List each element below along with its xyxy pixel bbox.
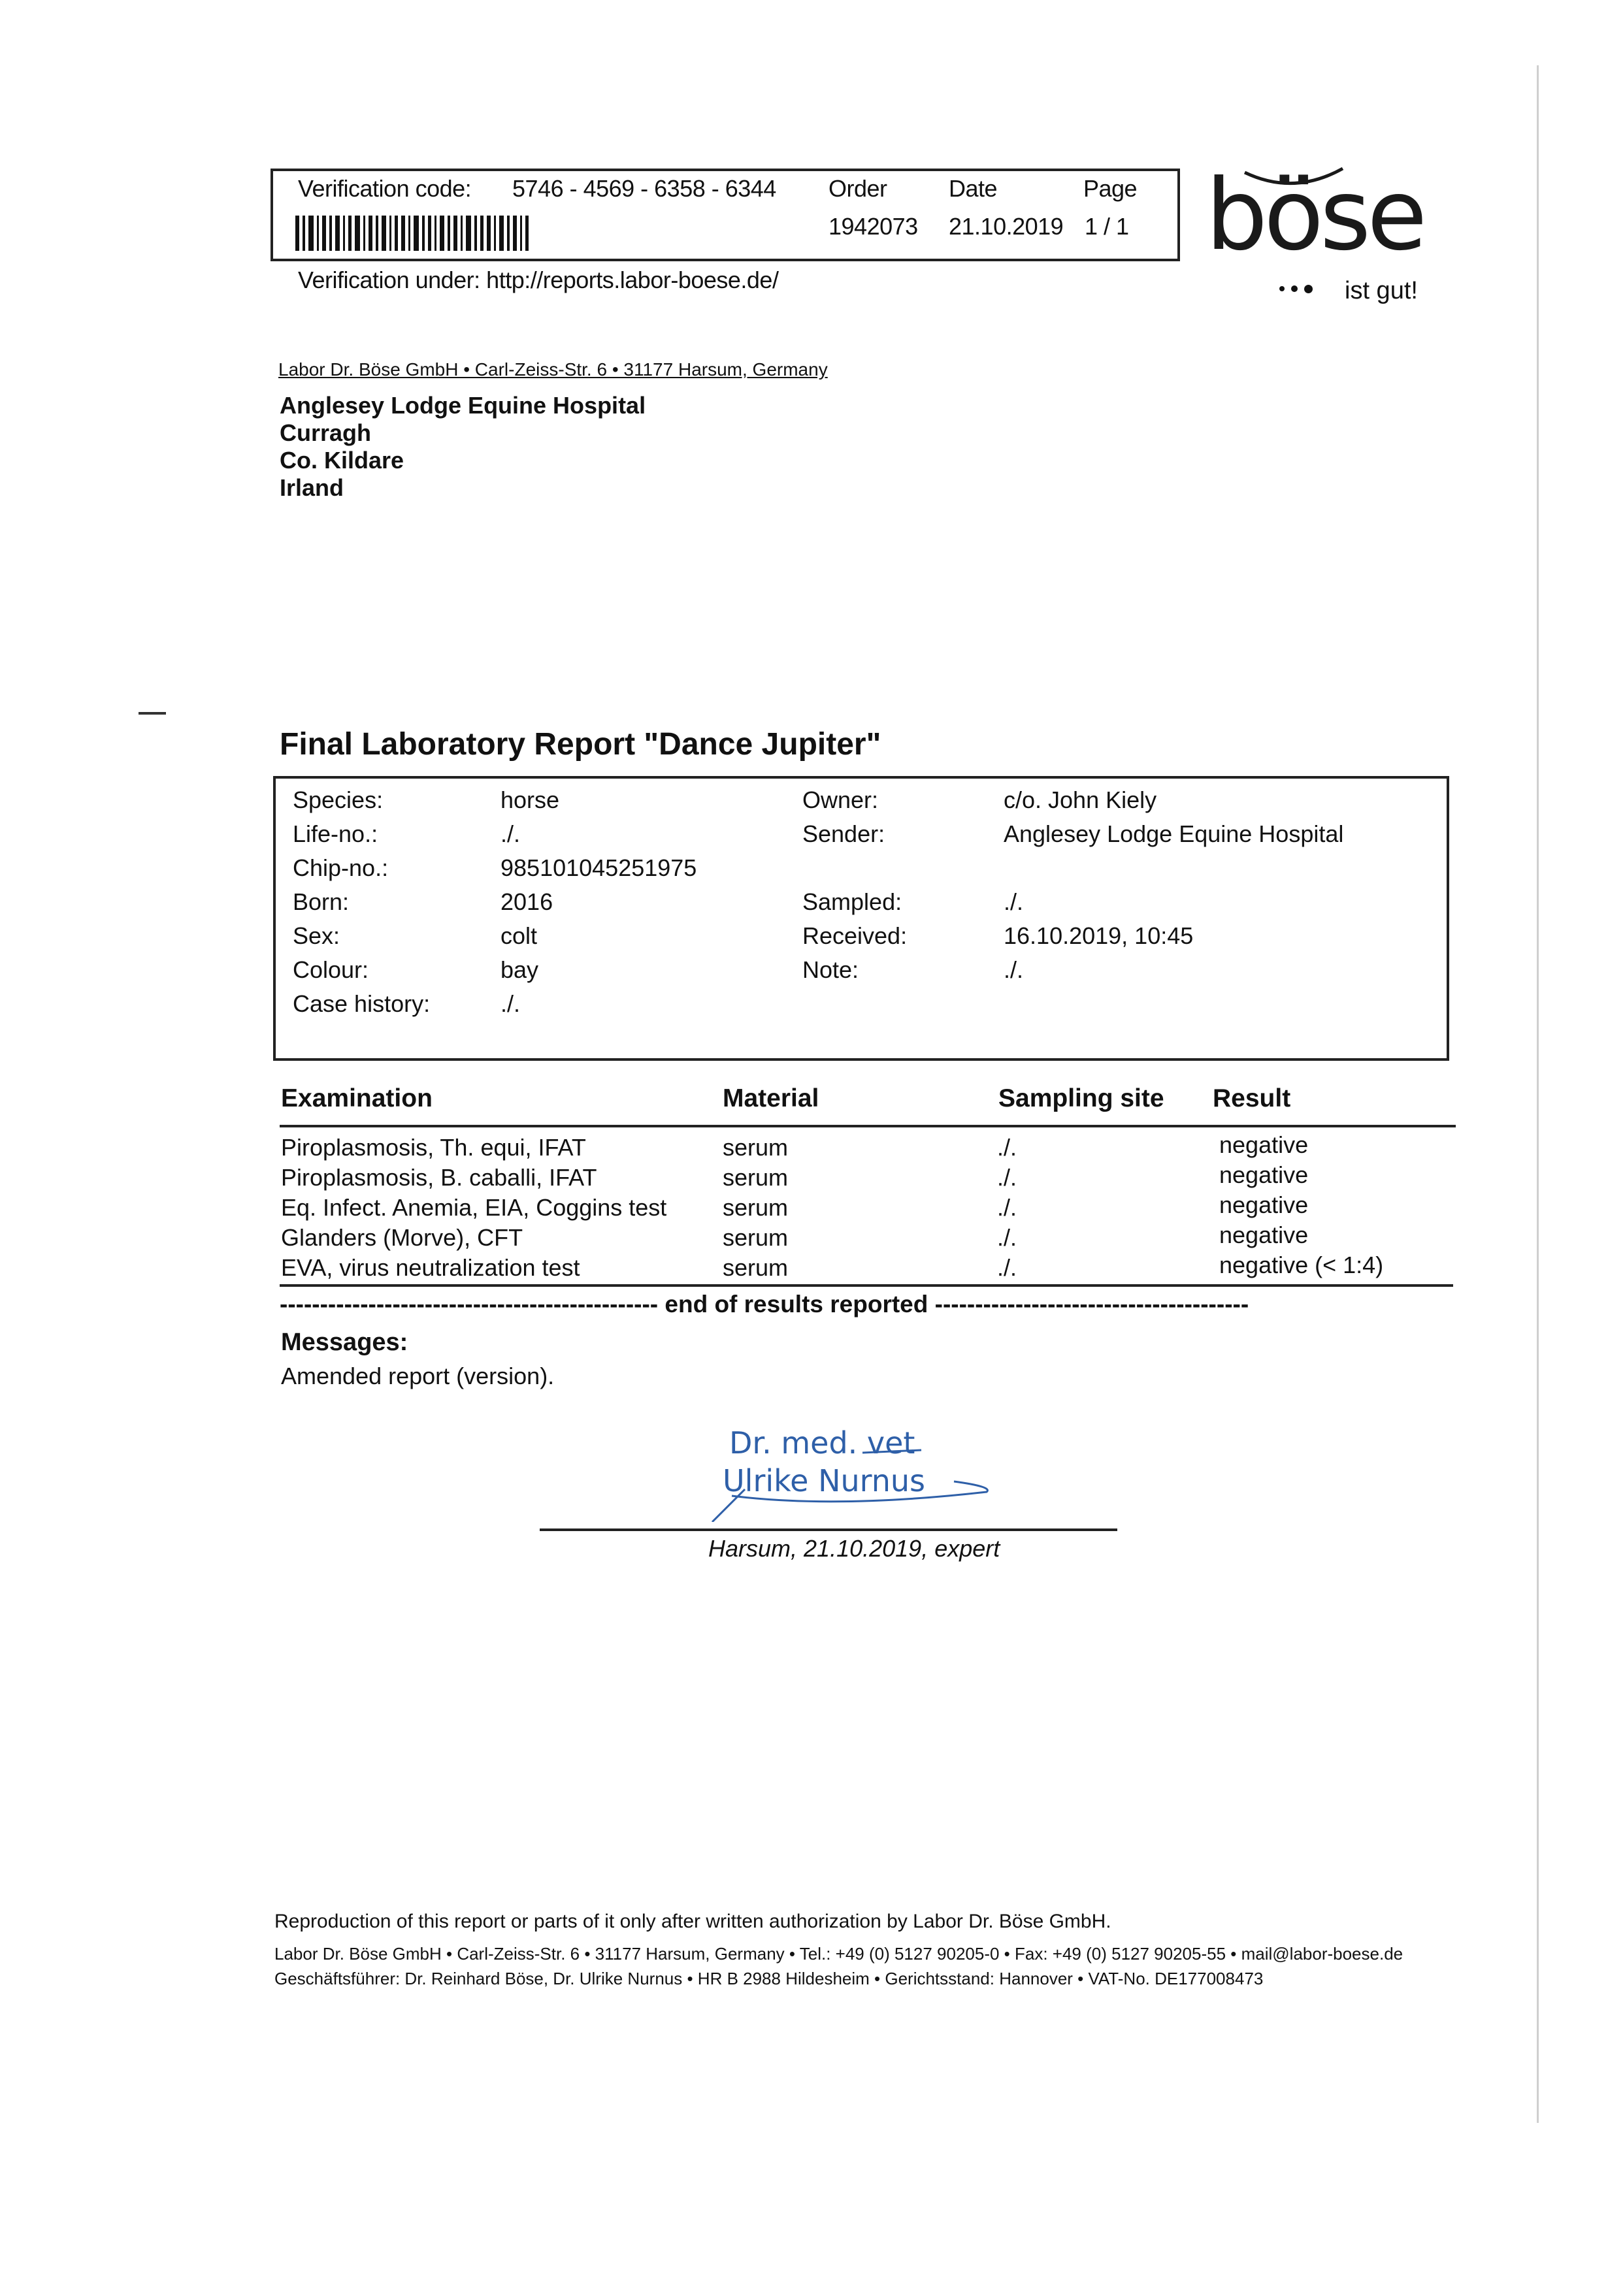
table-cell-site: ./.	[997, 1224, 1017, 1251]
report-title: Final Laboratory Report "Dance Jupiter"	[280, 727, 881, 762]
page-value: 1 / 1	[1085, 213, 1129, 240]
messages-text: Amended report (version).	[281, 1363, 555, 1389]
col-header-examination: Examination	[281, 1084, 433, 1112]
info-value: ./.	[500, 990, 521, 1017]
info-value: ./.	[1004, 888, 1024, 915]
recipient-line-1: Anglesey Lodge Equine Hospital	[280, 392, 646, 419]
table-header-rule	[280, 1125, 1456, 1127]
sender-address-line: Labor Dr. Böse GmbH • Carl-Zeiss-Str. 6 • 31177 Harsum, Germany	[278, 359, 828, 380]
table-cell-examination: Glanders (Morve), CFT	[281, 1224, 523, 1251]
info-label: Chip-no.:	[293, 854, 389, 881]
info-label: Note:	[802, 956, 859, 983]
info-label: Species:	[293, 786, 384, 813]
footer-registry-line: Geschäftsführer: Dr. Reinhard Böse, Dr. Ulrike Nurnus • HR B 2988 Hildesheim • Gerichtsstand: Hannover • VAT-No. DE177008473	[274, 1969, 1264, 1988]
table-cell-examination: Piroplasmosis, Th. equi, IFAT	[281, 1134, 586, 1161]
table-cell-examination: Eq. Infect. Anemia, EIA, Coggins test	[281, 1194, 667, 1221]
end-of-results-text: end of results reported	[665, 1291, 928, 1318]
end-dashes-right: ---------------------------------------	[934, 1291, 1249, 1318]
order-value: 1942073	[829, 213, 918, 240]
info-label: Received:	[802, 922, 908, 949]
col-header-sampling-site: Sampling site	[998, 1084, 1164, 1112]
date-label: Date	[949, 175, 998, 202]
signature-stroke-icon	[706, 1424, 1000, 1522]
signature-name: Ulrike Nurnus	[723, 1463, 926, 1498]
messages-heading: Messages:	[281, 1329, 408, 1356]
info-value: colt	[500, 922, 538, 949]
barcode	[295, 216, 588, 251]
logo-arc-icon	[1241, 165, 1346, 191]
info-value: 16.10.2019, 10:45	[1004, 922, 1194, 949]
verification-url: Verification under: http://reports.labor-boese.de/	[298, 267, 779, 293]
table-cell-site: ./.	[997, 1194, 1017, 1221]
table-cell-result: negative (< 1:4)	[1219, 1252, 1384, 1278]
info-value: 2016	[500, 888, 553, 915]
table-cell-result: negative	[1219, 1221, 1309, 1248]
logo-tagline: ist gut!	[1345, 277, 1418, 304]
info-label: Case history:	[293, 990, 431, 1017]
info-label: Owner:	[802, 786, 879, 813]
signature-title: Dr. med. vet	[729, 1425, 915, 1461]
table-cell-result: negative	[1219, 1131, 1309, 1158]
table-cell-site: ./.	[997, 1254, 1017, 1281]
table-cell-result: negative	[1219, 1161, 1309, 1188]
footer-contact-line: Labor Dr. Böse GmbH • Carl-Zeiss-Str. 6 • 31177 Harsum, Germany • Tel.: +49 (0) 5127 90205-0 • Fax: +49 (0) 5127 90205-55 • mail@labor-boese.de	[274, 1944, 1403, 1964]
date-value: 21.10.2019	[949, 213, 1064, 240]
signature-caption: Harsum, 21.10.2019, expert	[708, 1535, 1000, 1562]
table-cell-material: serum	[723, 1254, 789, 1281]
table-cell-site: ./.	[997, 1134, 1017, 1161]
table-cell-result: negative	[1219, 1191, 1309, 1218]
table-cell-material: serum	[723, 1134, 789, 1161]
info-value: horse	[500, 786, 560, 813]
info-value: 985101045251975	[500, 854, 697, 881]
animal-info-box	[273, 776, 1449, 1061]
table-cell-examination: Piroplasmosis, B. caballi, IFAT	[281, 1164, 597, 1191]
end-of-results-line	[280, 1291, 1249, 1318]
info-value: Anglesey Lodge Equine Hospital	[1004, 820, 1344, 847]
info-value: ./.	[1004, 956, 1024, 983]
table-cell-material: serum	[723, 1194, 789, 1221]
table-bottom-rule	[280, 1284, 1453, 1287]
signature-rule	[540, 1528, 1117, 1531]
scan-edge-line	[1537, 65, 1539, 2123]
info-label: Colour:	[293, 956, 369, 983]
info-value: ./.	[500, 820, 521, 847]
boese-logo: böse	[1206, 159, 1424, 272]
recipient-line-4: Irland	[280, 474, 344, 501]
info-label: Sampled:	[802, 888, 902, 915]
recipient-line-2: Curragh	[280, 419, 372, 446]
fold-mark	[139, 712, 166, 715]
table-cell-examination: EVA, virus neutralization test	[281, 1254, 580, 1281]
end-dashes-left: -----------------------------------------------	[280, 1291, 659, 1318]
order-label: Order	[829, 175, 887, 202]
info-label: Sex:	[293, 922, 340, 949]
col-header-material: Material	[723, 1084, 819, 1112]
info-value: bay	[500, 956, 539, 983]
logo-dots-icon	[1279, 276, 1313, 302]
info-label: Sender:	[802, 820, 885, 847]
info-label: Life-no.:	[293, 820, 378, 847]
table-cell-material: serum	[723, 1164, 789, 1191]
page-label: Page	[1083, 175, 1138, 202]
table-cell-site: ./.	[997, 1164, 1017, 1191]
footer-reproduction-note: Reproduction of this report or parts of it only after written authorization by Labor Dr. Böse GmbH.	[274, 1911, 1111, 1932]
info-label: Born:	[293, 888, 350, 915]
verification-code: 5746 - 4569 - 6358 - 6344	[512, 175, 776, 202]
info-value: c/o. John Kiely	[1004, 786, 1157, 813]
table-cell-material: serum	[723, 1224, 789, 1251]
col-header-result: Result	[1213, 1084, 1291, 1112]
recipient-line-3: Co. Kildare	[280, 447, 404, 474]
verification-label: Verification code:	[298, 175, 472, 202]
